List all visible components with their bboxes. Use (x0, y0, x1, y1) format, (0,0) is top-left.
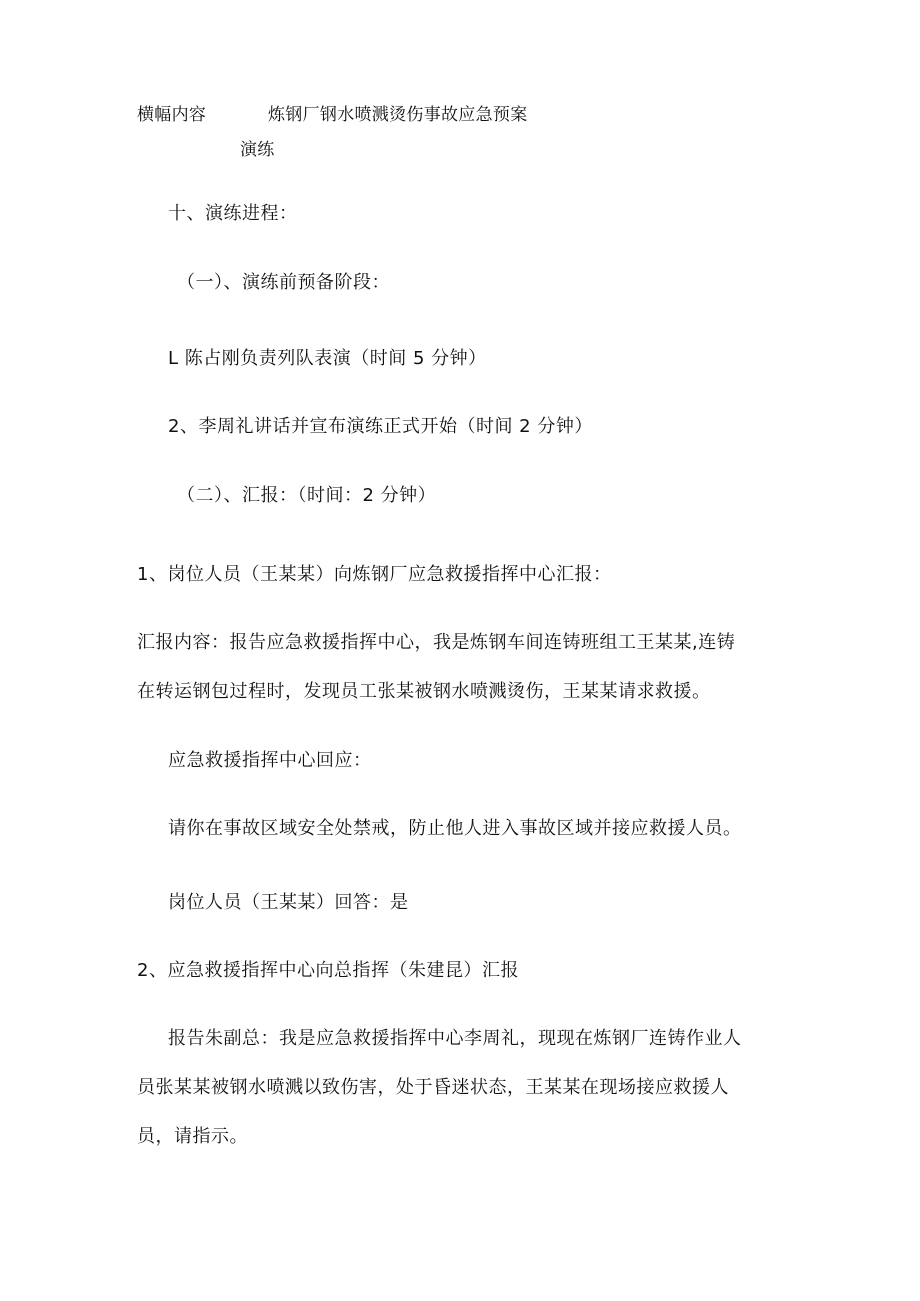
answer-text: 岗位人员（王某某）回答：是 (168, 892, 409, 913)
report2-paragraph-line2: 员张某某被钢水喷溅以致伤害，处于昏迷状态，王某某在现场接应救援人 (137, 1077, 729, 1098)
subsection-heading-1: （一）、演练前预备阶段： (177, 272, 390, 293)
response-text: 请你在事故区域安全处禁戒，防止他人进入事故区域并接应救援人员。 (168, 818, 742, 839)
report-paragraph-line1: 汇报内容：报告应急救援指挥中心，我是炼钢车间连铸班组工王某某,连铸 (137, 632, 736, 653)
banner-title-line1: 炼钢厂钢水喷溅烫伤事故应急预案 (268, 105, 528, 125)
banner-label: 横幅内容 (137, 105, 207, 125)
banner-title-line2: 演练 (240, 140, 275, 160)
report2-paragraph-line1: 报告朱副总：我是应急救援指挥中心李周礼，现现在炼钢厂连铸作业人 (168, 1028, 742, 1049)
report-paragraph-line2: 在转运钢包过程时，发现员工张某被钢水喷溅烫伤，王某某请求救援。 (137, 681, 711, 702)
response-label: 应急救援指挥中心回应： (168, 750, 372, 771)
list-item-2-2: 2、应急救援指挥中心向总指挥（朱建昆）汇报 (137, 960, 519, 981)
list-item-1-1: L 陈占刚负责列队表演（时间 5 分钟） (168, 348, 487, 369)
section-heading: 十、演练进程： (168, 203, 298, 224)
list-item-2-1: 1、岗位人员（王某某）向炼钢厂应急救援指挥中心汇报： (137, 564, 612, 585)
list-item-1-2: 2、李周礼讲话并宣布演练正式开始（时间 2 分钟） (168, 416, 593, 437)
subsection-heading-2: （二）、汇报：（时间：2 分钟） (177, 485, 437, 506)
report2-paragraph-line3: 员，请指示。 (137, 1126, 248, 1147)
